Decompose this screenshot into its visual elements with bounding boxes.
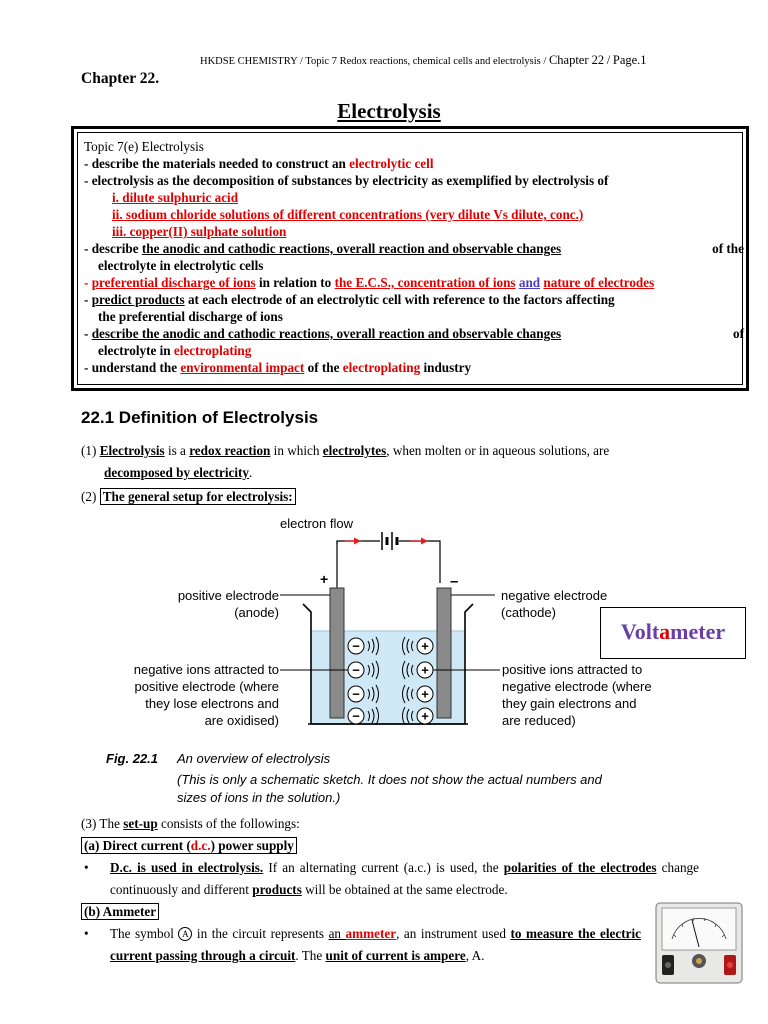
header-chapter: Chapter 22 xyxy=(548,53,605,67)
objective-2: - electrolysis as the decomposition of substances by electricity as exemplified by electrolysis of xyxy=(84,173,609,188)
objective-5-cont: the preferential discharge of ions xyxy=(98,309,283,324)
cathode-label-1: negative electrode xyxy=(501,588,608,603)
anion-label-3: they lose electrons and xyxy=(145,696,279,711)
header-page: Page.1 xyxy=(612,53,647,67)
svg-text:+: + xyxy=(421,638,429,654)
topic-objectives-list xyxy=(84,138,744,376)
objective-6-cont: electrolyte in electroplating xyxy=(98,343,252,358)
figure-note-1: (This is only a schematic sketch. It does not show the actual numbers and xyxy=(177,772,602,787)
objective-3-cont: electrolyte in electrolytic cells xyxy=(98,258,264,273)
svg-text:−: − xyxy=(352,686,360,702)
svg-text:+: + xyxy=(421,708,429,724)
anode-electrode xyxy=(330,588,344,718)
page-header: HKDSE CHEMISTRY / Topic 7 Redox reactions, chemical cells and electrolysis / Chapter 22 / Page.1 xyxy=(200,53,647,67)
objective-3: - describe the anodic and cathodic reactions, overall reaction and observable changes of the xyxy=(84,241,744,256)
anion-label-2: positive electrode (where xyxy=(134,679,279,694)
setup-components-intro: (3) The set-up consists of the followings: xyxy=(81,816,300,831)
topic-objectives-box xyxy=(71,126,749,391)
figure-title: An overview of electrolysis xyxy=(177,751,331,766)
item-dc-power-supply: (a) Direct current (d.c.) power supply xyxy=(81,835,699,857)
setup-heading: (2) The general setup for electrolysis: xyxy=(81,486,699,508)
chapter-label: Chapter 22. xyxy=(81,70,160,87)
figure-label: Fig. 22.1 xyxy=(106,751,159,766)
anode-plus-sign: + xyxy=(320,571,329,587)
section-heading: 22.1 Definition of Electrolysis xyxy=(81,408,319,427)
objective-6: - describe the anodic and cathodic reactions, overall reaction and observable changes of xyxy=(84,326,744,341)
anion-label-4: are oxidised) xyxy=(204,713,279,728)
objective-1: - describe the materials needed to construct an electrolytic cell xyxy=(84,156,434,171)
objective-2-ii: ii. sodium chloride solutions of different concentrations (very dilute Vs dilute, conc.) xyxy=(112,207,584,222)
voltameter-callout: Voltameter xyxy=(600,607,746,659)
topic-title: Topic 7(e) Electrolysis xyxy=(84,139,204,154)
battery-icon xyxy=(382,532,397,550)
item-ammeter: (b) Ammeter xyxy=(81,901,699,923)
cathode-minus-sign: – xyxy=(450,573,459,590)
ammeter-symbol-icon: A xyxy=(178,927,192,941)
objective-2-i: i. dilute sulphuric acid xyxy=(112,190,239,205)
svg-text:−: − xyxy=(352,638,360,654)
header-course: HKDSE CHEMISTRY xyxy=(200,56,298,67)
header-topic: Topic 7 Redox reactions, chemical cells and electrolysis xyxy=(305,56,541,67)
cation-label-3: they gain electrons and xyxy=(502,696,637,711)
objective-5: - predict products at each electrode of an electrolytic cell with reference to the factors affecting xyxy=(84,292,615,307)
figure-note-2: sizes of ions in the solution.) xyxy=(177,790,341,805)
objective-7: - understand the environmental impact of the electroplating industry xyxy=(84,360,472,375)
cathode-label-2: (cathode) xyxy=(501,605,556,620)
electron-flow-label: electron flow xyxy=(280,516,353,531)
objective-2-iii: iii. copper(II) sulphate solution xyxy=(112,224,287,239)
cation-label-1: positive ions attracted to xyxy=(502,662,643,677)
svg-text:+: + xyxy=(421,662,429,678)
page-title: Electrolysis xyxy=(337,99,441,123)
objective-4: - preferential discharge of ions in relation to the E.C.S., concentration of ions and nature of electrodes xyxy=(84,275,655,290)
anode-label-2: (anode) xyxy=(234,605,279,620)
bullet-dc-explanation: • D.c. is used in electrolysis. If an alternating current (a.c.) is used, the polarities of the electrodes change continuously and different products will be obtained at the same electrode. xyxy=(84,860,700,897)
bullet-ammeter-explanation: • The symbol A in the circuit represents an ammeter, an instrument used to measure the electric current passing through a circuit. The unit of current is ampere, A. xyxy=(84,926,642,963)
anion-label-1: negative ions attracted to xyxy=(133,662,279,677)
svg-text:−: − xyxy=(352,708,360,724)
cathode-electrode xyxy=(437,588,451,718)
cation-label-2: negative electrode (where xyxy=(502,679,652,694)
cation-label-4: are reduced) xyxy=(502,713,576,728)
svg-text:−: − xyxy=(352,662,360,678)
ammeter-picture xyxy=(650,899,748,987)
svg-text:+: + xyxy=(421,686,429,702)
circuit-wire-right xyxy=(399,541,440,583)
definition-paragraph: (1) Electrolysis is a redox reaction in which electrolytes, when molten or in aqueous solutions, are decomposed by electricity. xyxy=(81,443,610,480)
anode-label-1: positive electrode xyxy=(177,588,279,603)
electrolysis-diagram xyxy=(100,508,680,810)
